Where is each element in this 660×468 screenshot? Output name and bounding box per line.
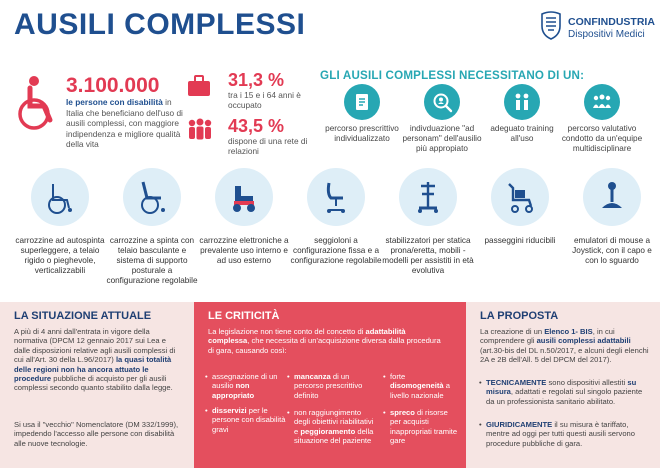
briefcase-icon bbox=[186, 74, 212, 98]
aid-label: stabilizzatori per statica prona/eretta, mobili - modelli per assistiti in età evolutiva bbox=[382, 236, 474, 275]
aid-circle bbox=[307, 168, 365, 226]
criticita-item bbox=[294, 372, 378, 400]
criticita-intro-bold: adattabilità complessa bbox=[208, 327, 406, 346]
logo-subtitle: Dispositivi Medici bbox=[568, 29, 645, 40]
criticita-item-pre: forte bbox=[390, 372, 406, 381]
proposta-b1-bold: TECNICAMENTE bbox=[486, 378, 547, 387]
need-item-person-search bbox=[398, 84, 486, 154]
proposta-intro-bold: Elenco 1- BIS bbox=[544, 327, 593, 336]
aid-circle bbox=[31, 168, 89, 226]
situazione-p1-bold: la quasi totalità delle regioni non ha ancora attuato le procedure bbox=[14, 355, 172, 384]
criticita-item-bold: disservizi bbox=[212, 406, 247, 415]
situazione-p2: Si usa il "vecchio" Nomenclatore (DM 332/1999), impedendo l'accesso alle persone con disabilità alle nuove tecnologie. bbox=[14, 420, 179, 448]
aid-circle bbox=[123, 168, 181, 226]
need-label: percorso prescrittivo individualizzato bbox=[325, 124, 399, 143]
proposta-intro bbox=[480, 327, 650, 365]
relations-text: dispone di una rete di relazioni bbox=[228, 136, 308, 156]
aid-label: emulatori di mouse a Joystick, con il capo e con lo sguardo bbox=[572, 236, 652, 265]
beneficiaries-text-bold: le persone con disabilità bbox=[66, 97, 163, 107]
beneficiaries-text-rest: in Italia che beneficiano dell'uso di ausili complessi, con maggiore indipendenza e migliore qualità della vita bbox=[66, 97, 183, 149]
aid-circle bbox=[491, 168, 549, 226]
relations-percentage: 43,5 % bbox=[228, 116, 285, 136]
logo-emblem-icon bbox=[538, 10, 564, 40]
proposta-panel bbox=[466, 302, 660, 468]
aid-circle bbox=[399, 168, 457, 226]
aid-item bbox=[566, 168, 658, 266]
need-label: adeguato training all'uso bbox=[490, 124, 554, 143]
training-icon bbox=[511, 91, 533, 113]
beneficiaries-number: 3.100.000 bbox=[66, 74, 160, 97]
proposta-b1: sono dispositivi allestiti bbox=[548, 378, 626, 387]
proposta-intro-bold2: ausili complessi adattabili bbox=[536, 336, 631, 346]
aid-label: carrozzine a spinta con telaio basculante e sistema di supporto posturale a configurazione regolabile bbox=[106, 236, 198, 285]
needs-heading: GLI AUSILI COMPLESSI NECESSITANO DI UN: bbox=[320, 69, 585, 82]
employed-text: tra i 15 e i 64 anni è occupato bbox=[228, 90, 301, 110]
proposta-b2: il su misura è tariffato, mentre ad oggi per tutti questi ausili servono procedure pubbliche di gara. bbox=[486, 420, 636, 448]
criticita-item-bold: disomogeneità bbox=[390, 381, 444, 391]
criticita-panel bbox=[194, 302, 466, 468]
need-circle bbox=[584, 84, 620, 120]
need-item-prescription bbox=[318, 84, 406, 144]
need-label: percorso valutativo condotto da un'equipe multidisciplinare bbox=[561, 124, 643, 153]
proposta-bullet-tecnicamente bbox=[486, 378, 650, 406]
criticita-item-post: a livello nazionale bbox=[390, 381, 450, 400]
aid-item bbox=[14, 168, 106, 276]
proposta-title: LA PROPOSTA bbox=[480, 310, 559, 322]
tilt-wheelchair-icon bbox=[133, 178, 171, 216]
aid-item bbox=[198, 168, 290, 266]
situazione-title: LA SITUAZIONE ATTUALE bbox=[14, 310, 152, 322]
need-item-team bbox=[558, 84, 646, 154]
confindustria-logo bbox=[538, 10, 653, 46]
aid-item bbox=[106, 168, 198, 286]
stroller-icon bbox=[501, 178, 539, 216]
criticita-item-post: della situazione del paziente bbox=[294, 426, 374, 446]
aid-circle bbox=[215, 168, 273, 226]
criticita-item-post: per le persone con disabilità gravi bbox=[212, 406, 286, 434]
situazione-p1-end: pubbliche di acquisto per gli ausili complessi secondo quanto stabilito dalla legge. bbox=[14, 374, 173, 393]
page-title: AUSILI COMPLESSI bbox=[14, 8, 306, 41]
stander-icon bbox=[409, 178, 447, 216]
manual-wheelchair-icon bbox=[41, 178, 79, 216]
need-circle bbox=[344, 84, 380, 120]
person-search-icon bbox=[431, 91, 453, 113]
need-label: indivduazione "ad personam" dell'ausilio più appropiato bbox=[402, 124, 482, 153]
criticita-title: LE CRITICITÀ bbox=[208, 310, 280, 322]
power-wheelchair-icon bbox=[225, 178, 263, 216]
criticita-item bbox=[294, 408, 378, 446]
criticita-item-pre: assegnazione di un ausilio bbox=[212, 372, 278, 391]
need-item-training bbox=[478, 84, 566, 144]
criticita-intro bbox=[208, 327, 448, 355]
aid-label: passeggini riducibili bbox=[484, 236, 556, 245]
joystick-icon bbox=[593, 178, 631, 216]
proposta-intro-text: La creazione di un bbox=[480, 327, 543, 336]
need-circle bbox=[504, 84, 540, 120]
criticita-intro-text: La legislazione non tiene conto del concetto di bbox=[208, 327, 364, 336]
situazione-p1: A più di 4 anni dall'entrata in vigore della normativa (DPCM 12 gennaio 2017 sui Lea e dalle disposizioni relative agli ausili complessi di cui all'Art. 30 della L.96/2017) bbox=[14, 327, 176, 365]
proposta-b2-bold: GIURIDICAMENTE bbox=[486, 420, 553, 429]
aid-circle bbox=[583, 168, 641, 226]
criticita-item-bold: mancanza bbox=[294, 372, 331, 381]
seat-system-icon bbox=[317, 178, 355, 216]
need-circle bbox=[424, 84, 460, 120]
criticita-item bbox=[390, 408, 460, 446]
aid-item bbox=[474, 168, 566, 246]
situazione-text bbox=[14, 327, 184, 393]
criticita-item bbox=[212, 372, 286, 400]
proposta-b1-bold2: su misura bbox=[486, 378, 637, 397]
wheelchair-user-icon bbox=[14, 74, 60, 132]
criticita-item bbox=[212, 406, 286, 434]
criticita-item-bold: spreco bbox=[390, 408, 415, 417]
criticita-item-bold: peggioramento bbox=[300, 426, 356, 436]
criticita-item-bold: non appropriato bbox=[212, 381, 255, 400]
proposta-b1-end: , adattati e regolati sul singolo paziente da un professionista sanitario abilitato. bbox=[486, 387, 643, 406]
criticita-item-post: di risorse per acquisti inappropriati tramite gare bbox=[390, 408, 458, 446]
aid-item bbox=[290, 168, 382, 266]
situazione-panel bbox=[0, 302, 194, 468]
beneficiaries-text bbox=[66, 97, 188, 150]
criticita-item-post: di un percorso prescrittivo definito bbox=[294, 372, 363, 400]
criticita-item bbox=[390, 372, 460, 400]
criticita-item-pre: non raggiungimento degli obiettivi riabilitativi e bbox=[294, 408, 374, 436]
proposta-intro-end: (art.30-bis del DL n.50/2017, e alcuni degli elenchi 2A e 2B dell'All. 5 del DPCM del 2017). bbox=[480, 345, 649, 365]
aid-label: seggioloni a configurazione fissa e a configurazione regolabile bbox=[290, 236, 382, 265]
team-icon bbox=[591, 91, 613, 113]
logo-name: CONFINDUSTRIA bbox=[568, 16, 655, 28]
criticita-intro-end: , che necessita di un'acquisizione diversa dalla procedura di gara, causando così: bbox=[208, 336, 441, 355]
aid-label: carrozzine elettroniche a prevalente uso interno e ad uso esterno bbox=[199, 236, 289, 265]
prescription-icon bbox=[351, 91, 373, 113]
proposta-bullet-giuridicamente bbox=[486, 420, 650, 448]
people-group-icon bbox=[186, 118, 214, 140]
aid-item bbox=[382, 168, 474, 276]
aid-label: carrozzine ad autospinta superleggere, a telaio rigido o pieghevole, verticalizzabili bbox=[15, 236, 105, 275]
proposta-intro-mid: , in cui comprendere gli bbox=[480, 327, 615, 346]
employed-percentage: 31,3 % bbox=[228, 70, 285, 90]
